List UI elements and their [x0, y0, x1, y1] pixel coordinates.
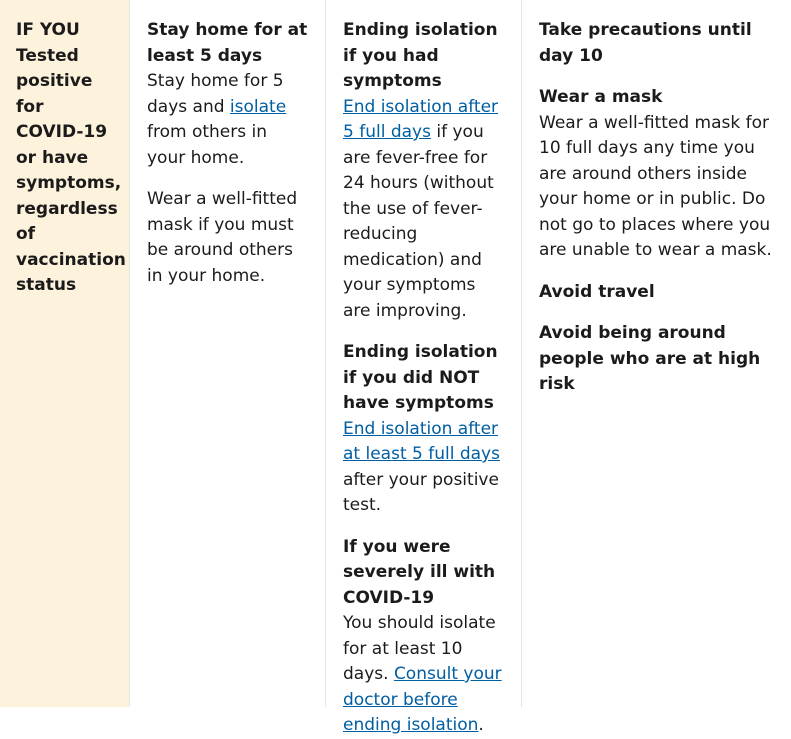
ending-symptoms-text: if you are fever-free for 24 hours (without the use of fever-reducing medication) and your symptoms are improving.	[343, 122, 494, 321]
ending-no-symptoms-block	[343, 340, 505, 519]
wear-mask-text: Wear a well-fitted mask for 10 full days any time you are around others inside your home or in public. Do not go to places where you are unable to wear a mask.	[539, 112, 772, 260]
consult-doctor-link[interactable]: Consult your doctor before ending isolation	[343, 664, 502, 735]
severe-illness-text: You should isolate for at least 10 days.	[343, 613, 496, 684]
stay-home-text-after: from others in your home.	[147, 122, 268, 168]
row-header-text: Tested positive for COVID-19 or have symptoms, regardless of vaccination status	[16, 45, 126, 295]
isolate-link[interactable]: isolate	[229, 96, 287, 117]
avoid-travel-title: Avoid travel	[539, 281, 655, 302]
avoid-travel-block	[539, 280, 775, 306]
stay-home-text-before: Stay home for 5 days and	[147, 71, 284, 117]
ending-symptoms-block	[343, 18, 505, 324]
mask-at-home-block	[147, 187, 309, 289]
end-isolation-5-days-link[interactable]: End isolation after 5 full days	[343, 96, 499, 142]
ending-isolation-cell	[326, 0, 522, 735]
precautions-title: Take precautions until day 10	[539, 20, 752, 66]
severe-illness-block	[343, 535, 505, 739]
ending-no-symptoms-text: after your positive test.	[343, 469, 499, 515]
ending-no-symptoms-title: Ending isolation if you did NOT have symptoms	[343, 342, 498, 413]
ending-symptoms-title: Ending isolation if you had symptoms	[343, 20, 498, 91]
end-isolation-at-least-5-days-link[interactable]: End isolation after at least 5 full days	[343, 418, 500, 464]
stay-home-cell	[130, 0, 326, 707]
precautions-cell	[522, 0, 791, 707]
wear-mask-block	[539, 85, 775, 264]
severe-illness-period: .	[478, 715, 484, 735]
severe-illness-title: If you were severely ill with COVID-19	[343, 536, 496, 608]
row-header-label: IF YOU	[16, 20, 80, 40]
mask-at-home-text: Wear a well-fitted mask if you must be around others in your home.	[147, 189, 298, 286]
stay-home-title: Stay home for at least 5 days	[147, 20, 308, 66]
stay-home-block	[147, 18, 309, 171]
row-header-cell	[0, 0, 130, 707]
wear-mask-title: Wear a mask	[539, 87, 663, 107]
precautions-title-block	[539, 18, 775, 69]
avoid-high-risk-title: Avoid being around people who are at high risk	[539, 323, 761, 394]
avoid-high-risk-block	[539, 321, 775, 398]
